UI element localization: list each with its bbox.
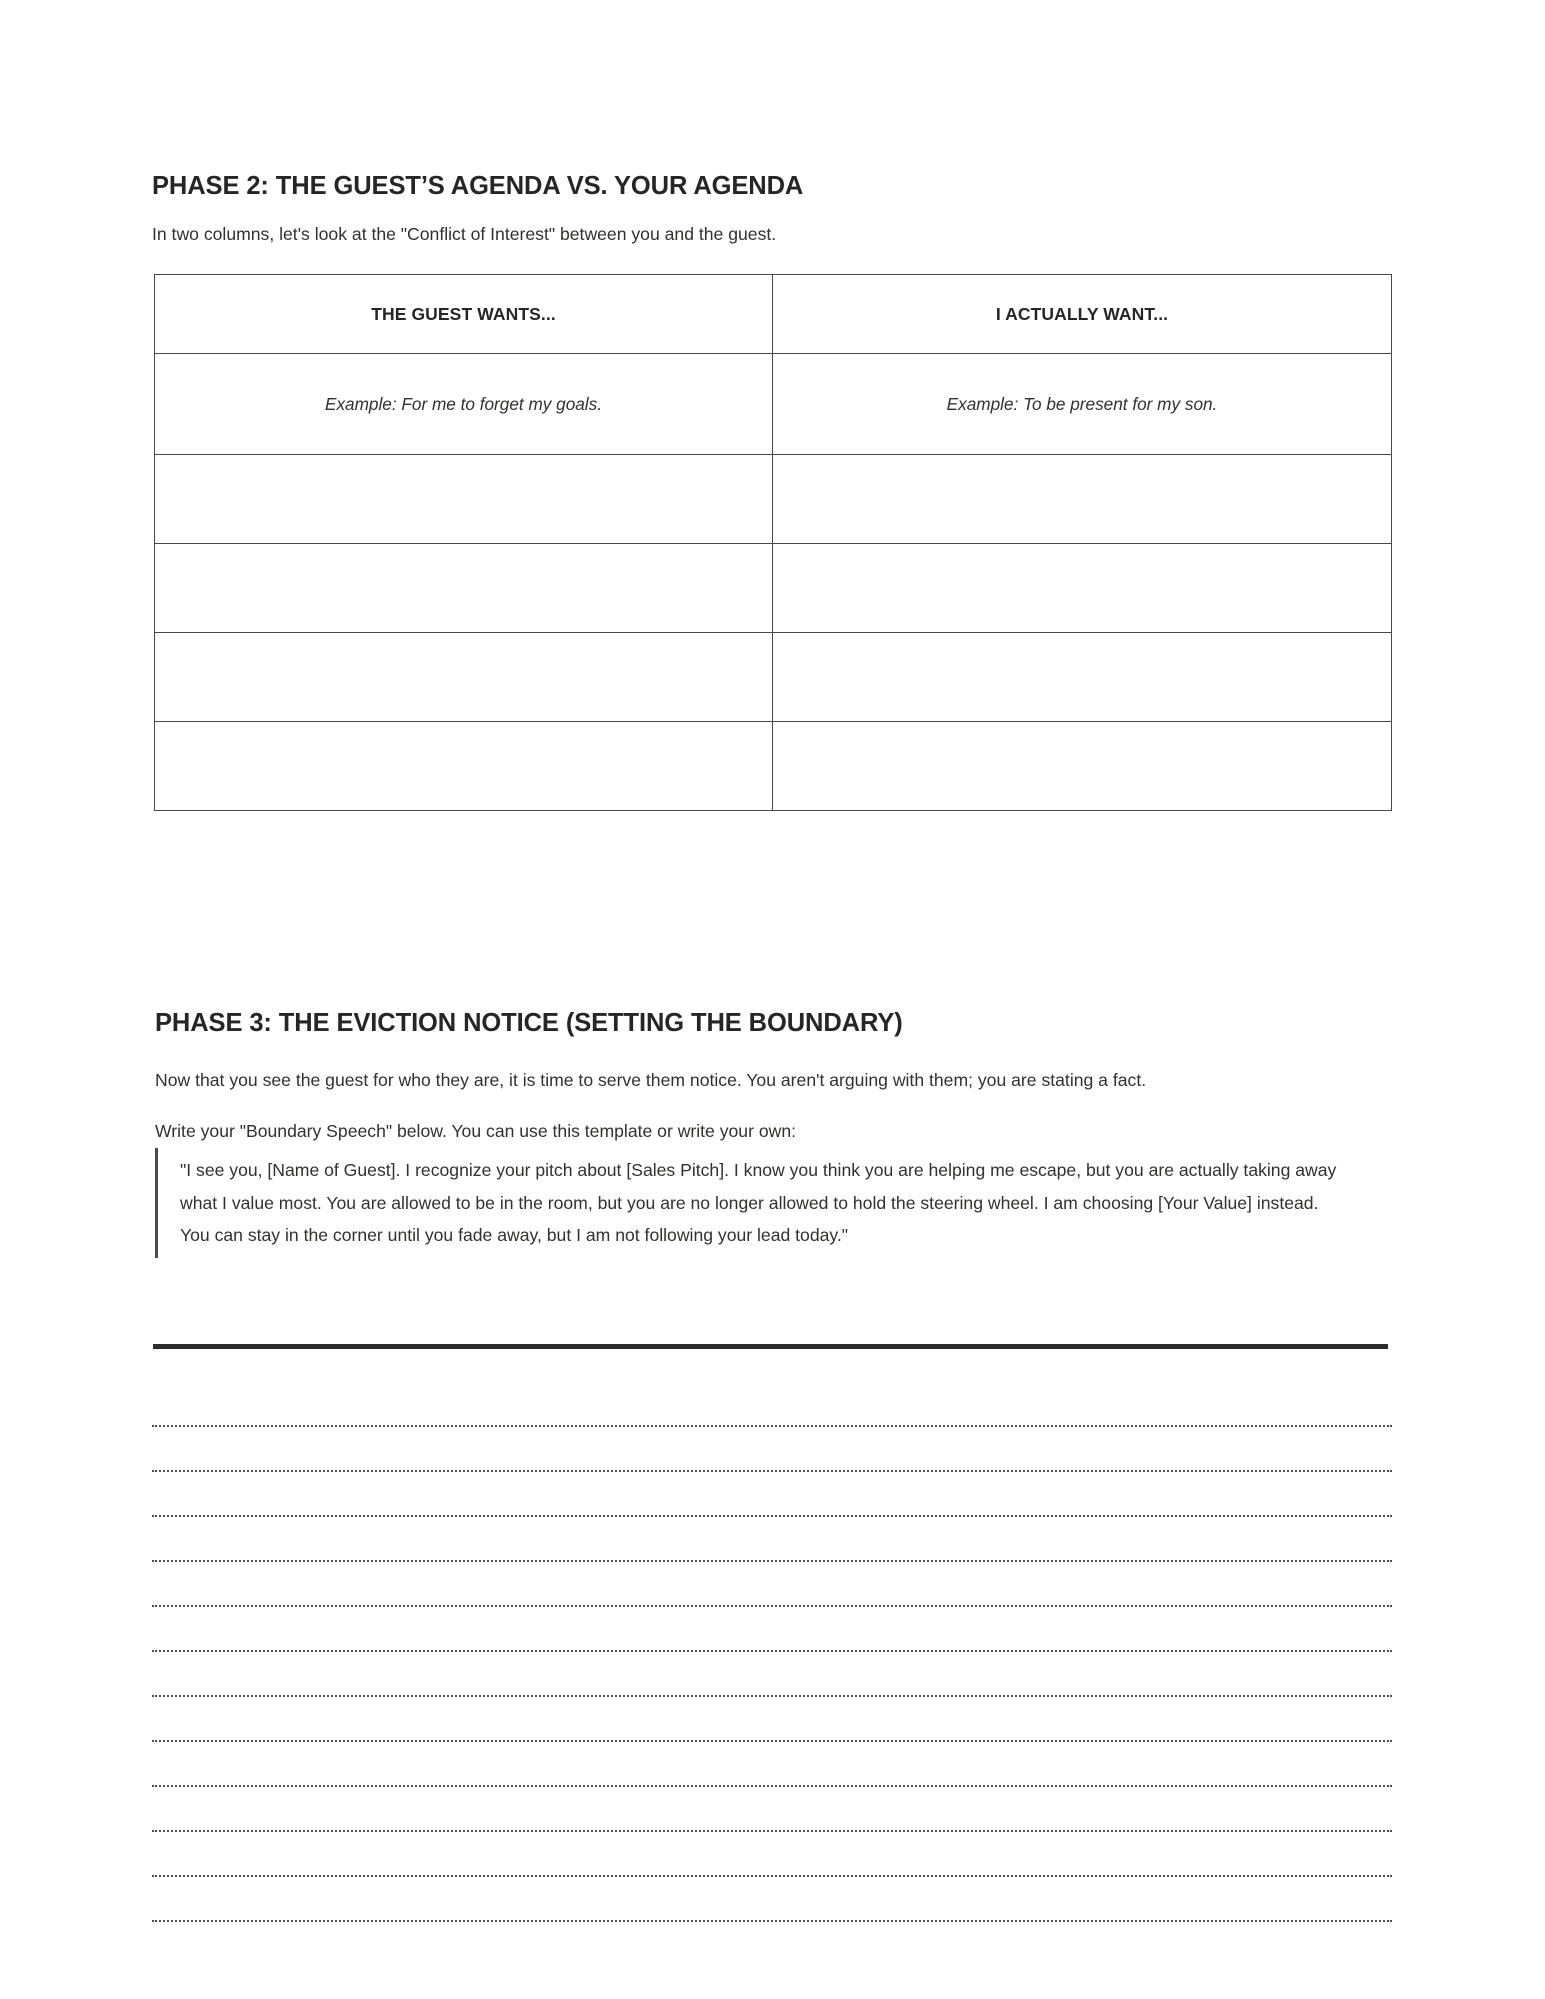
table-row: [155, 544, 1392, 633]
writing-line[interactable]: [152, 1652, 1392, 1697]
table-row: [155, 455, 1392, 544]
table-cell-guest-input[interactable]: [155, 722, 773, 811]
table-header-guest-wants: THE GUEST WANTS...: [155, 275, 773, 354]
writing-line[interactable]: [152, 1562, 1392, 1607]
table-cell-example-guest: Example: For me to forget my goals.: [155, 354, 773, 455]
boundary-speech-blockquote: [155, 1148, 1337, 1258]
section-divider: [153, 1344, 1388, 1349]
phase3-paragraph-2: Write your "Boundary Speech" below. You can use this template or write your own:: [155, 1120, 797, 1141]
writing-line[interactable]: [152, 1472, 1392, 1517]
table-cell-guest-input[interactable]: [155, 544, 773, 633]
writing-line[interactable]: [152, 1382, 1392, 1427]
table-header-row: [155, 275, 1392, 354]
table-cell-guest-input[interactable]: [155, 633, 773, 722]
boundary-speech-text: "I see you, [Name of Guest]. I recognize your pitch about [Sales Pitch]. I know you think you are helping me escape, but you are actually taking away what I value most. You are allowed to be in the room, but you are no longer allowed to hold the steering wheel. I am choosing [Your Value] instead. You can stay in the corner until you fade away, but I am not following your lead today.": [180, 1160, 1337, 1246]
table-cell-guest-input[interactable]: [155, 455, 773, 544]
writing-line[interactable]: [152, 1832, 1392, 1877]
table-cell-example-self: Example: To be present for my son.: [773, 354, 1392, 455]
writing-lines-area: [152, 1382, 1392, 1922]
table-row: [155, 722, 1392, 811]
writing-line[interactable]: [152, 1427, 1392, 1472]
writing-line[interactable]: [152, 1787, 1392, 1832]
table-row: [155, 354, 1392, 455]
writing-line[interactable]: [152, 1517, 1392, 1562]
writing-line[interactable]: [152, 1607, 1392, 1652]
phase3-paragraph-1: Now that you see the guest for who they are, it is time to serve them notice. You aren't arguing with them; you are stating a fact.: [155, 1069, 1147, 1090]
agenda-table-body: [155, 275, 1392, 811]
table-cell-self-input[interactable]: [773, 455, 1392, 544]
phase3-heading: PHASE 3: THE EVICTION NOTICE (SETTING THE BOUNDARY): [155, 1009, 903, 1038]
table-cell-self-input[interactable]: [773, 633, 1392, 722]
writing-line[interactable]: [152, 1877, 1392, 1922]
writing-line[interactable]: [152, 1697, 1392, 1742]
table-cell-self-input[interactable]: [773, 722, 1392, 811]
agenda-comparison-table: [154, 274, 1392, 811]
phase2-intro-paragraph: In two columns, let's look at the "Conflict of Interest" between you and the guest.: [152, 223, 777, 244]
table-row: [155, 633, 1392, 722]
phase2-heading: PHASE 2: THE GUEST’S AGENDA VS. YOUR AGENDA: [152, 172, 804, 201]
table-header-i-actually-want: I ACTUALLY WANT...: [773, 275, 1392, 354]
writing-line[interactable]: [152, 1742, 1392, 1787]
table-cell-self-input[interactable]: [773, 544, 1392, 633]
